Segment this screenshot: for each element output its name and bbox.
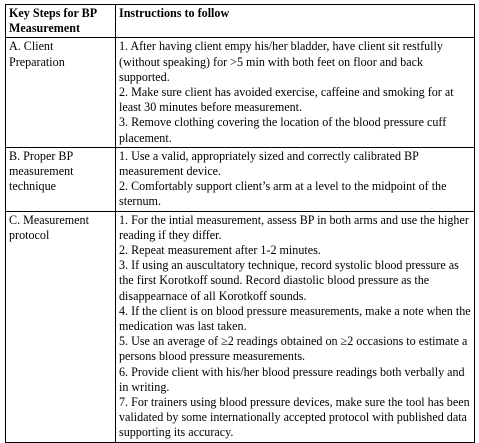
- instruction-item: 3. Remove clothing covering the location of the blood pressure cuff placement.: [119, 115, 447, 145]
- step-proper-technique: B. Proper BP measurement technique: [6, 147, 116, 211]
- table-row: [6, 38, 475, 147]
- header-instructions: Instructions to follow: [116, 5, 475, 38]
- table-row: [6, 211, 475, 442]
- instruction-item: 4. If the client is on blood pressure measurements, make a note when the medication was last taken.: [119, 303, 471, 334]
- bp-measurement-table: [5, 4, 475, 443]
- instruction-item: 1. Use a valid, appropriately sized and correctly calibrated BP measurement device.: [119, 148, 419, 179]
- instructions-proper-technique: [116, 147, 475, 211]
- instruction-item: 1. After having client empy his/her bladder, have client sit restfully (without speaking) for >5 min with both feet on floor and back supported.: [119, 39, 443, 84]
- header-key-steps: Key Steps for BP Measurement: [6, 5, 116, 38]
- instruction-item: 5. Use an average of ≥2 readings obtained on ≥2 occasions to estimate a persons blood pressure measurements.: [119, 334, 468, 364]
- instruction-item: 7. For trainers using blood pressure devices, make sure the tool has been validated by some internationally accepted protocol with published data supporting its accuracy.: [119, 395, 470, 440]
- instruction-item: 2. Make sure client has avoided exercise, caffeine and smoking for at least 30 minutes before measurement.: [119, 85, 454, 115]
- instruction-item: 2. Comfortably support client’s arm at a level to the midpoint of the sternum.: [119, 179, 447, 209]
- step-client-preparation: A. Client Preparation: [6, 38, 116, 147]
- instruction-item: 6. Provide client with his/her blood pressure readings both verbally and in writing.: [119, 364, 465, 394]
- table-row: [6, 147, 475, 211]
- instructions-client-preparation: [116, 38, 475, 147]
- step-measurement-protocol: C. Measurement protocol: [6, 211, 116, 442]
- instructions-measurement-protocol: [116, 211, 475, 442]
- instruction-item: 3. If using an auscultatory technique, record systolic blood pressure as the first Korotkoff sound. Record diastolic blood pressure as the disappearnace of all Korotkoff sounds.: [119, 258, 459, 303]
- table-header-row: [6, 5, 475, 38]
- instruction-item: 1. For the intial measurement, assess BP in both arms and use the higher reading if they differ.: [119, 212, 469, 242]
- instruction-item: 2. Repeat measurement after 1-2 minutes.: [119, 243, 321, 258]
